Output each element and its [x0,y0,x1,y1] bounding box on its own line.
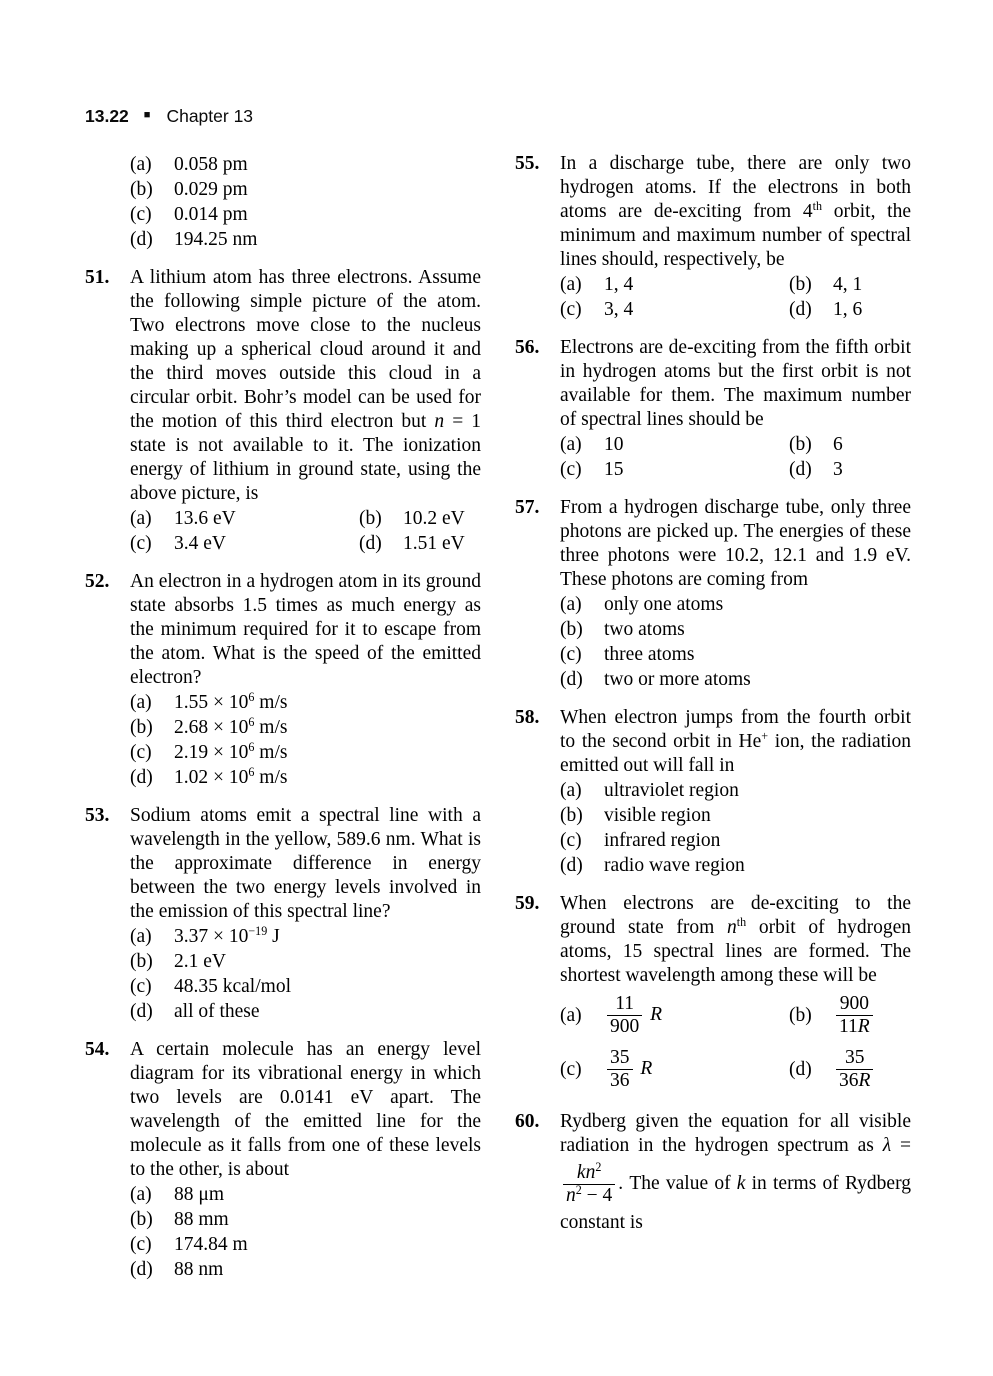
question-number: 57. [515,497,540,518]
text-segment: 1.02 × 10 [174,767,249,788]
option-a [130,691,481,715]
option-label: (d) [789,299,812,320]
text-segment: = 1 state is not available to it. The ionization energy of lithium in ground state, using the above picture, is [130,411,481,504]
option-b [130,950,481,974]
option-d [130,228,481,252]
question-content [560,152,911,323]
option-a [560,593,911,617]
text-segment: . The value of [618,1172,737,1194]
option-b [560,804,911,828]
options-list [130,691,481,790]
text-segment: 4, 1 [833,274,863,295]
option-a [560,273,789,297]
text-segment: 6 [248,715,255,730]
question-text [560,496,911,592]
text-segment: radio wave region [604,855,745,876]
question-content [130,804,481,1025]
text-segment: 6 [248,690,255,705]
question-60 [515,1110,911,1235]
option-a [560,433,789,457]
option-c [560,829,911,853]
text-segment: n [434,411,445,432]
option-value [403,507,465,531]
option-label: (c) [560,1058,582,1080]
option-label: (b) [130,951,153,972]
fraction-denominator [836,1069,873,1092]
text-segment: 36 [839,1070,859,1091]
text-segment: 1.55 × 10 [174,692,249,713]
text-segment: m/s [254,742,288,763]
option-value [174,1183,224,1207]
text-segment: 2.1 eV [174,951,226,972]
question-text [560,152,911,272]
text-segment: n [727,917,737,938]
text-segment: 2 [575,1183,582,1198]
option-value [604,593,723,617]
option-value [604,779,739,803]
options-list [560,593,911,692]
option-value [604,989,662,1042]
text-segment: m/s [254,692,288,713]
text-segment: 11 [839,1016,858,1037]
option-d [789,458,911,482]
option-c [560,1043,789,1096]
text-segment: 1, 4 [604,274,634,295]
left-column [85,152,481,1296]
text-segment: n [566,1185,576,1206]
option-c [560,643,911,667]
question-content [560,496,911,693]
option-value [174,507,236,531]
option-b [359,507,481,531]
text-segment: 6 [248,765,255,780]
options-list [130,1183,481,1282]
option-c [130,1233,481,1257]
option-label: (b) [130,717,153,738]
option-b [560,618,911,642]
option-value [604,829,720,853]
option-d [130,1000,481,1024]
option-value [174,741,287,765]
fraction-numerator [612,993,637,1015]
option-label: (a) [560,434,582,455]
text-segment: only one atoms [604,594,724,615]
text-segment: 0.058 pm [174,154,248,175]
question-text [130,1038,481,1182]
option-c [560,458,789,482]
text-segment: visible region [604,805,711,826]
question-content [130,266,481,557]
option-label: (a) [130,154,152,175]
option-label: (d) [789,459,812,480]
option-value [174,1000,260,1024]
option-label: (b) [560,619,583,640]
option-d [789,298,911,322]
question-58 [515,706,911,879]
option-label: (a) [130,692,152,713]
option-c [130,741,481,765]
text-segment: 48.35 kcal/mol [174,976,291,997]
option-label: (d) [560,855,583,876]
text-segment: − 4 [581,1185,613,1206]
option-label: (b) [130,1209,153,1230]
options-list [560,273,911,323]
option-label: (c) [560,830,582,851]
option-value [604,458,624,482]
option-label: (a) [560,594,582,615]
fraction-numerator [837,993,872,1015]
option-label: (a) [560,1004,582,1026]
right-column [515,152,911,1296]
option-a [560,779,911,803]
option-value [604,643,694,667]
text-segment: A lithium atom has three electrons. Assume the following simple picture of the atom. Two electrons move close to the nucleus making up a spherical cloud around it and the third moves outside this cloud in a circular orbit. Bohr’s model can be used for the motion of this third electron but [130,267,481,432]
option-label: (c) [130,533,152,554]
text-segment: two atoms [604,619,685,640]
text-segment: 900 [610,1016,640,1037]
question-number: 59. [515,893,540,914]
question-number: 55. [515,153,540,174]
question-text [130,570,481,690]
fraction-denominator [607,1015,642,1038]
text-segment: 88 μm [174,1184,224,1205]
fraction-denominator [836,1015,873,1038]
fraction [607,993,642,1038]
chapter-title: Chapter 13 [166,106,254,126]
option-value [174,153,248,177]
question-59 [515,892,911,1097]
option-value [604,804,711,828]
text-segment: n [585,1162,596,1183]
text-segment: k [576,1162,586,1183]
option-value [174,716,287,740]
text-segment: 0.014 pm [174,204,248,225]
question-text [560,892,911,988]
fraction [563,1162,615,1207]
text-segment: 10.2 eV [403,508,465,529]
text-segment: 174.84 m [174,1234,248,1255]
text-segment: 36 [610,1070,630,1091]
option-a [130,1183,481,1207]
text-segment: In a discharge tube, there are only two hydrogen atoms. If the electrons in both atoms are de-exciting from 4 [560,153,911,222]
question-content [560,706,911,879]
option-value [604,618,685,642]
option-c [130,532,359,556]
text-segment: 2.68 × 10 [174,717,249,738]
options-list [560,779,911,878]
text-segment: 3.37 × 10 [174,926,249,947]
question-56 [515,336,911,483]
text-segment: ion, the radiation emitted out will fall in [560,731,911,776]
question-content [130,1038,481,1283]
text-segment: ultraviolet region [604,780,739,801]
option-label: (d) [359,533,382,554]
text-segment: J [267,926,280,947]
text-segment: 6 [248,740,255,755]
text-segment: From a hydrogen discharge tube, only three photons are picked up. The energies of these three photons were 10.2, 12.1 and 1.9 eV. These photons are coming from [560,497,911,590]
text-segment: R [650,1003,663,1025]
text-segment: 2 [595,1160,602,1175]
text-segment: th [736,915,747,930]
option-d [130,766,481,790]
text-segment: 3, 4 [604,299,634,320]
text-segment: 10 [604,434,624,455]
option-label: (b) [789,274,812,295]
option-value [174,1258,223,1282]
option-value [604,298,633,322]
option-label: (b) [130,179,153,200]
question-text [560,336,911,432]
text-segment: two or more atoms [604,669,751,690]
text-segment: m/s [254,717,288,738]
text-segment: 88 mm [174,1209,229,1230]
question-text [130,804,481,924]
question-55 [515,152,911,323]
question-53 [85,804,481,1025]
option-a [130,153,481,177]
question-51 [85,266,481,557]
text-segment: Rydberg given the equation for all visible radiation in the hydrogen spectrum as [560,1111,911,1156]
option-label: (b) [359,508,382,529]
text-segment: Electrons are de-exciting from the fifth orbit in hydrogen atoms but the first orbit is not available for them. The maximum number of spectral lines should be [560,337,911,430]
options-list [130,507,481,557]
question-number: 52. [85,571,110,592]
question-number: 54. [85,1039,110,1060]
option-value [174,766,287,790]
option-value [833,989,876,1042]
text-segment: An electron in a hydrogen atom in its ground state absorbs 1.5 times as much energy as the minimum required for it to escape from the atom. What is the speed of the emitted electron? [130,571,481,688]
options-list [560,989,911,1097]
question-number: 56. [515,337,540,358]
option-label: (c) [560,644,582,665]
question-text [560,706,911,778]
option-value [604,273,633,297]
text-segment: 0.029 pm [174,179,248,200]
text-segment: R [640,1057,653,1079]
text-segment: 194.25 nm [174,229,258,250]
option-value [604,1043,652,1096]
option-value [174,975,291,999]
option-a [130,925,481,949]
text-segment: orbit of hydrogen atoms, 15 spectral lines are formed. The shortest wavelength among these will be [560,917,911,986]
text-segment: k [736,1172,746,1194]
option-d [130,1258,481,1282]
question-57 [515,496,911,693]
option-value [833,433,843,457]
question-number [85,152,130,253]
option-d [560,854,911,878]
text-segment: th [812,199,823,214]
question-number: 51. [85,267,110,288]
text-segment: 3.4 eV [174,533,226,554]
option-label: (c) [560,459,582,480]
option-b [130,716,481,740]
option-d [359,532,481,556]
option-value [174,532,226,556]
text-segment: 15 [604,459,624,480]
option-value [604,668,751,692]
text-segment: 11 [615,993,635,1014]
option-b [789,433,911,457]
text-segment: m/s [254,767,288,788]
page-number: 13.22 [85,106,129,126]
text-segment: 900 [839,993,869,1014]
option-a [130,507,359,531]
option-label: (a) [560,274,582,295]
option-b [789,273,911,297]
option-c [560,298,789,322]
option-value [174,691,287,715]
option-value [833,298,862,322]
option-label: (a) [130,508,152,529]
text-segment: + [761,729,769,744]
option-label: (c) [130,976,152,997]
text-segment: 1, 6 [833,299,863,320]
option-label: (c) [130,742,152,763]
text-segment: Sodium atoms emit a spectral line with a wavelength in the yellow, 589.6 nm. What is the approximate difference in energy between the two energy levels involved in the emission of this spectral line? [130,805,481,922]
option-value [174,950,226,974]
text-segment: orbit, the minimum and maximum number of spectral lines should, respectively, be [560,201,911,270]
fraction-numerator [607,1047,633,1069]
text-segment: When electron jumps from the fourth orbit to the second orbit in He [560,707,911,752]
option-label: (a) [130,1184,152,1205]
option-value [403,532,465,556]
option-label: (d) [130,1259,153,1280]
page-header [85,104,253,128]
fraction [607,1047,633,1092]
question-content [560,892,911,1097]
option-a [560,989,789,1042]
option-label: (d) [560,669,583,690]
fraction-denominator [563,1184,615,1207]
text-segment: = [891,1135,912,1156]
text-segment: 88 nm [174,1259,224,1280]
question-content [130,570,481,791]
question-number: 60. [515,1111,540,1132]
question-54 [85,1038,481,1283]
options-list [130,925,481,1024]
text-segment: 35 [844,1047,865,1068]
option-label: (d) [130,767,153,788]
option-value [174,1208,229,1232]
text-segment: 13.6 eV [174,508,236,529]
fraction [836,993,873,1038]
options-list [560,433,911,483]
option-label: (d) [130,229,153,250]
option-label: (c) [130,204,152,225]
question-content [130,152,481,253]
continued-options [85,152,481,253]
question-52 [85,570,481,791]
text-segment: 3 [833,459,843,480]
fraction-numerator [842,1047,868,1069]
option-value [174,228,257,252]
text-segment: in terms of Rydberg constant is [560,1172,911,1233]
text-segment: λ [882,1135,892,1156]
text-segment: R [857,1016,870,1037]
option-b [130,1208,481,1232]
option-b [130,178,481,202]
option-value [174,178,248,202]
option-value [174,925,280,949]
text-segment: 35 [610,1047,630,1068]
text-segment: 6 [833,434,843,455]
option-value [833,1043,876,1096]
text-segment: R [858,1070,871,1091]
text-segment: When electrons are de-exciting to the ground state from [560,893,911,938]
fraction-numerator [574,1162,604,1184]
option-label: (c) [130,1234,152,1255]
option-label: (a) [130,926,152,947]
option-d [789,1043,911,1096]
question-number: 58. [515,707,540,728]
fraction-denominator [607,1069,633,1092]
question-text [560,1110,911,1235]
section-bullet-icon: ■ [143,109,151,121]
text-segment: all of these [174,1001,260,1022]
option-label: (c) [560,299,582,320]
option-value [833,273,862,297]
option-d [560,668,911,692]
text-segment: 1.51 eV [403,533,465,554]
option-label: (a) [560,780,582,801]
content-columns [85,152,911,1296]
option-c [130,203,481,227]
option-b [789,989,911,1042]
question-number: 53. [85,805,110,826]
fraction [836,1047,873,1092]
option-value [604,854,745,878]
question-content [560,336,911,483]
option-label: (b) [789,1004,812,1026]
option-label: (b) [560,805,583,826]
option-label: (d) [789,1058,812,1080]
option-value [174,1233,248,1257]
option-c [130,975,481,999]
question-content [560,1110,911,1235]
option-label: (b) [789,434,812,455]
option-value [174,203,248,227]
text-segment: three atoms [604,644,695,665]
option-value [604,433,624,457]
text-segment: −19 [248,924,268,939]
text-segment: infrared region [604,830,721,851]
options-list [130,153,481,252]
option-label: (d) [130,1001,153,1022]
question-text [130,266,481,506]
text-segment: A certain molecule has an energy level diagram for its vibrational energy in which two levels are 0.0141 eV apart. The wavelength of the emitted line for the molecule as it falls from one of these levels to the other, is about [130,1039,481,1180]
option-value [833,458,843,482]
text-segment: 2.19 × 10 [174,742,249,763]
